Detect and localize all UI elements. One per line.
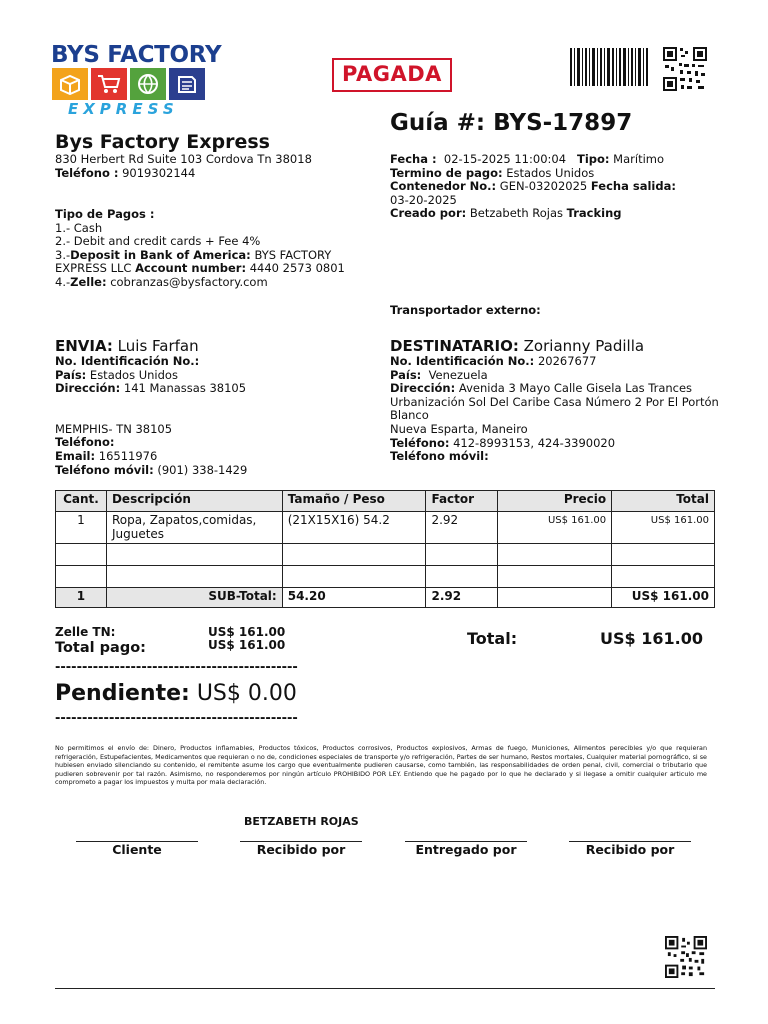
zelle-total-value: US$ 161.00 [208, 625, 286, 639]
sender-block [55, 337, 375, 477]
row-description [106, 512, 282, 544]
shipment-info [390, 153, 720, 221]
sender-mobile-label: Teléfono móvil: [55, 462, 154, 477]
created-by-row [390, 207, 720, 221]
payment-term-value: Estados Unidos [506, 165, 595, 180]
row-factor: 2.92 [426, 512, 498, 544]
payment-option-4 [55, 276, 345, 290]
table-row [56, 512, 715, 544]
col-header-price: Precio [498, 491, 612, 512]
created-by-value: Betzabeth Rojas [469, 206, 564, 221]
payment-option-3-label: Deposit in Bank of America: [70, 247, 251, 262]
shipment-date-row [390, 153, 720, 167]
payment-option-3-prefix: 3.- [55, 247, 71, 262]
separator-top: --------------------------------------------- [55, 660, 298, 675]
date-label: Fecha : [390, 152, 437, 166]
recipient-country: Venezuela [428, 367, 488, 382]
company-logo-name: BYS FACTORY [51, 42, 222, 68]
recipient-block [390, 337, 730, 464]
recipient-address-line-3: Blanco [390, 408, 429, 423]
grand-total-value: US$ 161.00 [600, 629, 703, 648]
payment-option-3-account [55, 262, 345, 276]
pending-value: US$ 0.00 [196, 681, 297, 706]
sender-email: 16511976 [98, 448, 158, 463]
col-header-factor: Factor [426, 491, 498, 512]
subtotal-label: SUB-Total: [106, 588, 282, 608]
sender-email-label: Email: [55, 448, 96, 463]
type-label: Tipo: [576, 152, 610, 166]
sender-title-label: ENVIA: [55, 337, 113, 355]
col-header-description: Descripción [106, 491, 282, 512]
recipient-phone: 412-8993153, 424-3390020 [453, 435, 616, 450]
zelle-email: cobranzas@bysfactory.com [110, 274, 268, 289]
table-row-empty [56, 544, 715, 566]
row-description-line-2: Juguetes [111, 526, 165, 541]
total-paid-label: Total pago: [55, 640, 146, 656]
payment-option-3-company: EXPRESS LLC [55, 261, 132, 276]
company-name: Bys Factory Express [55, 131, 270, 153]
recipient-name: Zorianny Padilla [523, 337, 645, 355]
sender-mobile: (901) 338-1429 [157, 462, 248, 477]
departure-date-value: 03-20-2025 [390, 192, 457, 207]
qr-code-bottom [665, 936, 707, 978]
signature-label-client: Cliente [112, 842, 162, 857]
subtotal-factor: 2.92 [426, 588, 498, 608]
payments-title: Tipo de Pagos : [55, 207, 155, 221]
recipient-phone-label: Teléfono: [390, 435, 450, 450]
items-table [55, 490, 715, 608]
tracking-label: Tracking [566, 206, 622, 221]
zelle-total-label: Zelle TN: [55, 625, 116, 639]
recipient-city: Nueva Esparta, Maneiro [390, 421, 528, 436]
package-icon [52, 68, 88, 100]
recipient-address-line-1: Avenida 3 Mayo Calle Gisela Las Trances [458, 381, 693, 396]
zelle-label: Zelle: [70, 274, 107, 289]
sender-city: MEMPHIS- TN 38105 [55, 421, 173, 436]
recipient-id: 20267677 [537, 354, 597, 368]
recipient-mobile-label: Teléfono móvil: [390, 449, 489, 464]
pending-amount [55, 680, 297, 708]
table-row-empty [56, 566, 715, 588]
payment-option-4-prefix: 4.- [55, 274, 71, 289]
row-size-weight: (21X15X16) 54.2 [282, 512, 426, 544]
col-header-size-weight: Tamaño / Peso [282, 491, 426, 512]
company-phone [55, 167, 195, 181]
sender-address: 141 Manassas 38105 [123, 381, 247, 396]
guide-number: Guía #: BYS-17897 [390, 110, 633, 136]
col-header-total: Total [612, 491, 715, 512]
payment-term-label: Termino de pago: [390, 165, 503, 180]
payment-option-2: 2.- Debit and credit cards + Fee 4% [55, 234, 261, 249]
signature-label-received-2: Recibido por [585, 842, 675, 857]
company-address: 830 Herbert Rd Suite 103 Cordova Tn 38018 [55, 152, 312, 166]
agent-name: BETZABETH ROJAS [244, 815, 359, 828]
total-paid-value: US$ 161.00 [208, 638, 286, 652]
subtotal-total: US$ 161.00 [612, 588, 715, 608]
type-value: Marítimo [613, 152, 665, 166]
container-label: Contenedor No.: [390, 179, 497, 194]
separator-bottom: --------------------------------------------- [55, 711, 298, 726]
sender-id-label: No. Identificación No.: [55, 354, 200, 368]
grand-total-label: Total: [467, 629, 518, 648]
external-carrier [390, 304, 541, 318]
barcode-image [570, 48, 648, 86]
container-value: GEN-03202025 [499, 179, 588, 194]
container-row [390, 180, 720, 194]
subtotal-row [56, 588, 715, 608]
sender-phone-label: Teléfono: [55, 435, 115, 450]
sender-address-label: Dirección: [55, 381, 121, 396]
company-logo-subtitle: EXPRESS [68, 100, 179, 118]
sender-title [55, 337, 375, 355]
created-by-label: Creado por: [390, 206, 467, 221]
row-qty: 1 [56, 512, 107, 544]
table-header-row [56, 491, 715, 512]
payment-option-3 [55, 249, 345, 263]
row-total: US$ 161.00 [612, 512, 715, 544]
company-phone-value: 9019302144 [122, 166, 196, 180]
date-value: 02-15-2025 11:00:04 [443, 152, 567, 166]
payment-option-1: 1.- Cash [55, 220, 103, 235]
recipient-address-label: Dirección: [390, 381, 456, 396]
recipient-title [390, 337, 730, 355]
sender-name: Luis Farfan [117, 337, 199, 355]
recipient-country-label: País: [390, 367, 422, 382]
recipient-title-label: DESTINATARIO: [390, 337, 519, 355]
company-logo-icons [52, 68, 205, 100]
globe-icon [130, 68, 166, 100]
recipient-address-line-2: Urbanización Sol Del Caribe Casa Número 2 Por El Portón [390, 394, 719, 409]
signature-label-received-1: Recibido por [256, 842, 346, 857]
row-price: US$ 161.00 [498, 512, 612, 544]
col-header-qty: Cant. [56, 491, 107, 512]
legal-disclaimer: No permitimos el envío de: Dinero, Productos inflamables, Productos tóxicos, Productos corrosivos, Productos explosivos, Armas de fuego, Municiones, Alimentos perecibles y/o que requieran refrigeración, Estupefacientes, Medicamentos que requieran o no de, condiciones especiales de transporte y/o refrigeración, Partes de ser humano, Restos mortales, Cualquier material pornográfico, si se hubiesen enviado silenciando su contenido, el remitente asume los cargo que eventualmente pudieren causarse, como también, las responsabilidades de orden penal, civil, comercial o tributario que pudieren sobrevenir por tal razón. Asimismo, no responderemos por ningún artículo PROHIBIDO POR LEY. Entiendo que he pagado por lo que he declarado y si llegase a omitir cualquier articulo me comprometo a pagar los impuestos y multa por mala declaración. [55, 744, 707, 787]
sender-country: Estados Unidos [89, 367, 178, 382]
external-carrier-label: Transportador externo: [390, 303, 541, 317]
shopping-cart-icon [91, 68, 127, 100]
payment-term-row [390, 167, 720, 181]
account-number-label: Account number: [135, 261, 247, 276]
sender-country-label: País: [55, 367, 87, 382]
payment-option-3-bank: BYS FACTORY [254, 247, 332, 262]
account-number-value: 4440 2573 0801 [249, 261, 345, 276]
row-description-line-1: Ropa, Zapatos,comidas, [111, 513, 257, 527]
payments-block [55, 208, 345, 290]
paid-stamp: PAGADA [332, 58, 452, 92]
document-icon [169, 68, 205, 100]
footer-line [55, 988, 715, 989]
qr-code-top [663, 47, 707, 91]
departure-date-label: Fecha salida: [590, 179, 676, 194]
recipient-id-label: No. Identificación No.: [390, 354, 535, 368]
company-phone-label: Teléfono : [55, 166, 119, 180]
signature-label-delivered: Entregado por [415, 842, 517, 857]
subtotal-qty: 1 [56, 588, 107, 608]
pending-label: Pendiente: [55, 681, 190, 706]
subtotal-weight: 54.20 [282, 588, 426, 608]
